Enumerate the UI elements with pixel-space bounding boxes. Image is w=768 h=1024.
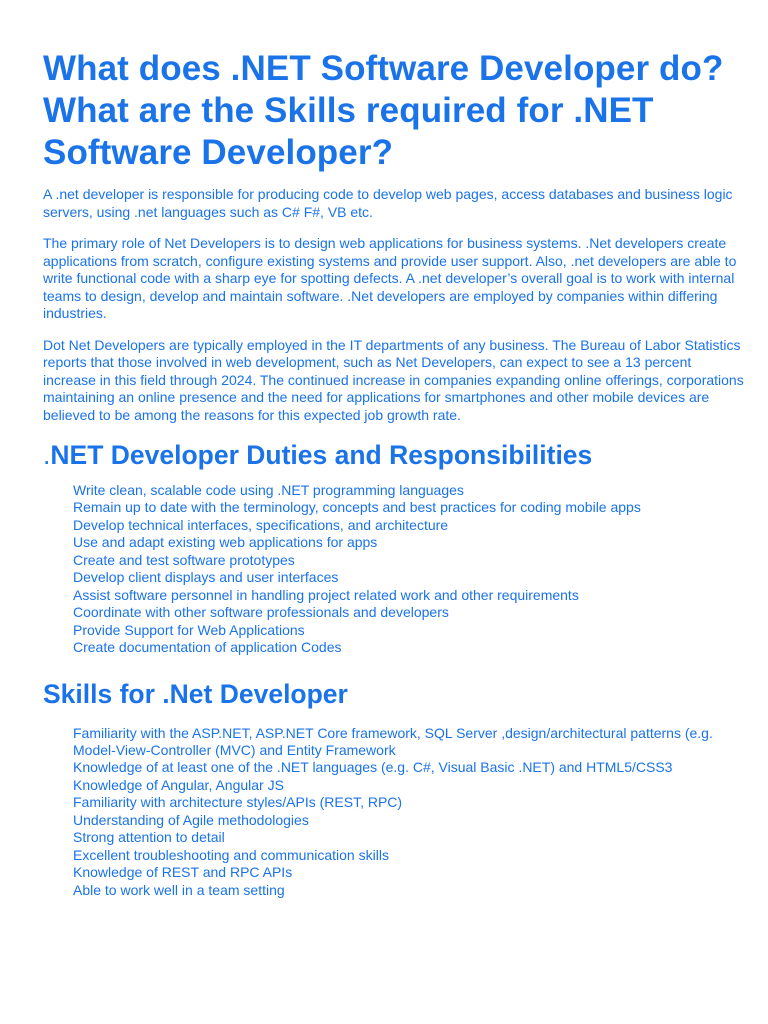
duties-heading (43, 438, 746, 472)
list-item: Strong attention to detail (73, 829, 225, 846)
list-item: Assist software personnel in handling project related work and other requirements (73, 586, 579, 603)
list-item: Develop technical interfaces, specifications, and architecture (73, 516, 449, 533)
list-item: Excellent troubleshooting and communication skills (73, 846, 389, 863)
list-item: Write clean, scalable code using .NET programming languages (73, 482, 464, 498)
duties-list (43, 482, 746, 657)
intro-paragraph-1: A .net developer is responsible for producing code to develop web pages, access databases and business logic servers, using .net languages such as C# F#, VB etc. (43, 186, 733, 220)
list-item: Familiarity with the ASP.NET, ASP.NET Core framework, SQL Server ,design/architectural patterns (e.g. Model-View-Controller (MVC) and Entity Framework (73, 724, 713, 758)
list-item: Create documentation of application Codes (73, 639, 342, 656)
list-item: Able to work well in a team setting (73, 881, 285, 898)
list-item: Develop client displays and user interfaces (73, 569, 339, 586)
list-item: Provide Support for Web Applications (73, 621, 305, 638)
list-item: Remain up to date with the terminology, concepts and best practices for coding mobile apps (73, 499, 641, 516)
list-item: Familiarity with architecture styles/APIs (REST, RPC) (73, 794, 403, 811)
list-item: Knowledge of Angular, Angular JS (73, 776, 284, 793)
page-title: What does .NET Software Developer do? What are the Skills required for .NET Software Developer? (43, 49, 724, 172)
list-item: Create and test software prototypes (73, 551, 295, 568)
duties-heading-prefix: . (43, 440, 51, 470)
list-item: Knowledge of REST and RPC APIs (73, 864, 293, 881)
list-item: Knowledge of at least one of the .NET languages (e.g. C#, Visual Basic .NET) and HTML5/CSS3 (73, 759, 673, 776)
intro-paragraph-3: Dot Net Developers are typically employed in the IT departments of any business. The Bureau of Labor Statistics reports that those involved in web development, such as Net Developers, can expect to see a 13 percent increase in this field through 2024. The continued increase in companies expanding online offerings, corporations maintaining an online presence and the need for applications for smartphones and other mobile devices are believed to be among the reasons for this expected job growth rate. (43, 336, 744, 423)
intro-paragraph-2: The primary role of Net Developers is to design web applications for business systems. .Net developers create applications from scratch, configure existing systems and provide user support. Also, .net developers are able to write functional code with a sharp eye for spotting defects. A .net developer’s overall goal is to work with internal teams to design, develop and maintain software. .Net developers are employed by companies within differing industries. (43, 235, 737, 321)
list-item: Coordinate with other software professionals and developers (73, 604, 449, 621)
duties-heading-text: NET Developer Duties and Responsibilities (50, 440, 593, 470)
skills-heading: Skills for .Net Developer (43, 678, 348, 709)
list-item: Understanding of Agile methodologies (73, 811, 309, 828)
list-item: Use and adapt existing web applications for apps (73, 534, 378, 551)
skills-list (43, 725, 746, 900)
